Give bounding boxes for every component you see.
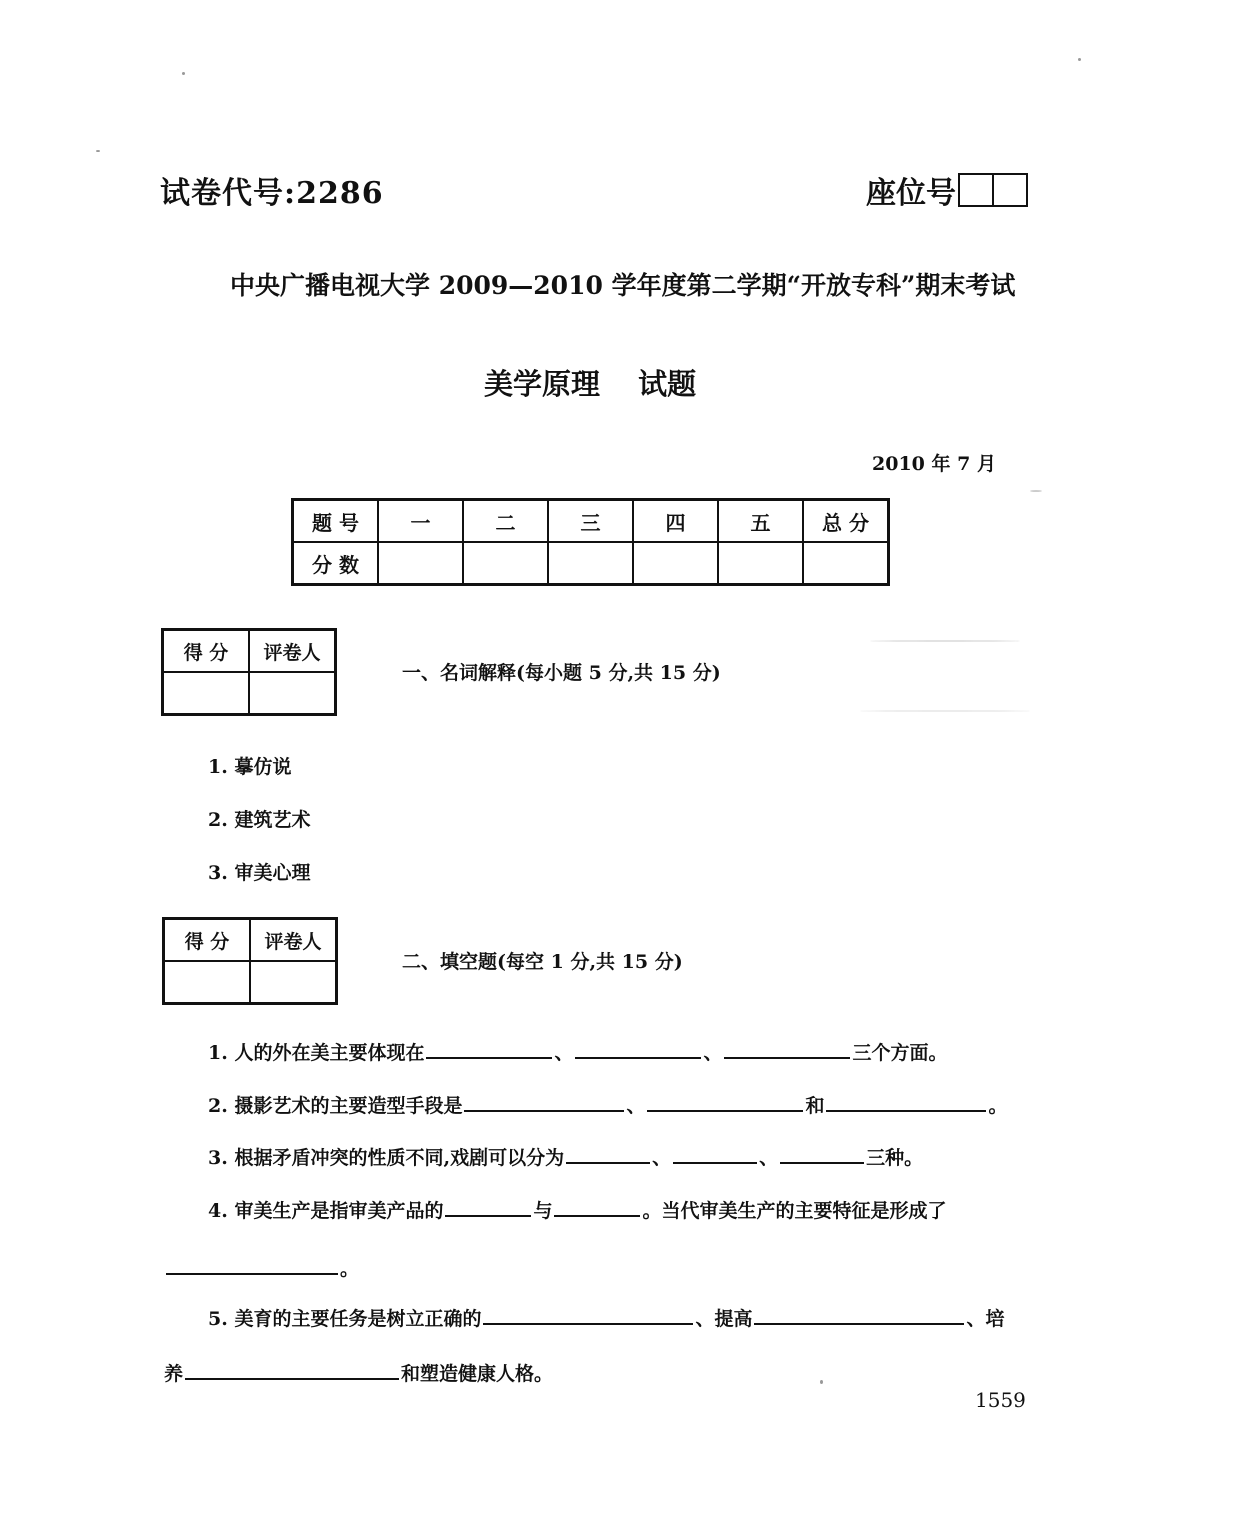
score-cell — [803, 542, 889, 585]
answer-blank — [445, 1214, 531, 1217]
seat-label: 座位号 — [866, 176, 956, 211]
question-text: 2. 摄影艺术的主要造型手段是 — [208, 1095, 463, 1117]
score-label: 得 分 — [164, 919, 251, 962]
score-cell — [163, 672, 250, 715]
exam-date: 2010 年 7 月 — [872, 453, 996, 475]
question-text: 。 — [988, 1095, 1008, 1117]
question-text: 。当代审美生产的主要特征是形成了 — [642, 1200, 947, 1222]
table-row-label: 分 数 — [293, 542, 379, 585]
list-item: 3. 审美心理 — [208, 862, 311, 884]
question-text: 1. 人的外在美主要体现在 — [208, 1042, 425, 1064]
seat-number-field — [866, 168, 1028, 212]
question-text: 5. 美育的主要任务是树立正确的 — [208, 1308, 482, 1330]
question-text: 和 — [805, 1095, 825, 1117]
table-row — [163, 672, 336, 715]
table-header-cell: 总 分 — [803, 500, 889, 543]
scan-speck — [96, 150, 100, 152]
table-row — [164, 919, 337, 962]
answer-blank — [554, 1214, 640, 1217]
answer-blank — [464, 1109, 624, 1112]
subject-title: 美学原理 试题 — [484, 367, 697, 401]
question-text: 养 — [164, 1363, 184, 1385]
answer-blank — [647, 1109, 803, 1112]
fill-question-3 — [208, 1143, 923, 1170]
answer-blank — [826, 1109, 986, 1112]
score-cell — [164, 961, 251, 1004]
question-text: 。 — [340, 1258, 360, 1280]
table-header-cell: 一 — [378, 500, 463, 543]
question-text: 3. 根据矛盾冲突的性质不同,戏剧可以分为 — [208, 1147, 565, 1169]
question-text: 、 — [759, 1147, 779, 1169]
scan-speck — [1030, 490, 1042, 492]
fill-question-4 — [208, 1196, 946, 1223]
grader-cell — [249, 672, 336, 715]
seat-boxes — [958, 173, 1028, 207]
table-header-cell: 四 — [633, 500, 718, 543]
answer-blank — [780, 1161, 864, 1164]
question-text: 、 — [554, 1042, 574, 1064]
page-number: 1559 — [975, 1388, 1026, 1412]
table-row — [293, 500, 889, 543]
seat-box — [960, 175, 992, 205]
question-text: 和塑造健康人格。 — [401, 1363, 554, 1385]
fill-question-2 — [208, 1091, 1008, 1118]
list-item: 2. 建筑艺术 — [208, 809, 311, 831]
question-text: 、 — [652, 1147, 672, 1169]
grader-cell — [250, 961, 337, 1004]
question-text: 与 — [533, 1200, 553, 1222]
fill-question-1 — [208, 1038, 948, 1065]
table-header-cell: 二 — [463, 500, 548, 543]
list-item: 1. 摹仿说 — [208, 756, 292, 778]
table-header-cell: 五 — [718, 500, 803, 543]
table-header-cell: 题 号 — [293, 500, 379, 543]
answer-blank — [673, 1161, 757, 1164]
grader-label: 评卷人 — [249, 630, 336, 673]
score-cell — [633, 542, 718, 585]
question-text: 、 — [626, 1095, 646, 1117]
grader-label: 评卷人 — [250, 919, 337, 962]
answer-blank — [724, 1056, 850, 1059]
fill-question-5-continued — [164, 1359, 553, 1386]
scan-speck — [870, 640, 1020, 642]
question-text: 三个方面。 — [852, 1042, 948, 1064]
table-row — [163, 630, 336, 673]
score-label: 得 分 — [163, 630, 250, 673]
scan-speck — [1078, 58, 1081, 61]
grader-box-section-1 — [161, 628, 337, 716]
answer-blank — [575, 1056, 701, 1059]
paper-code: 试卷代号:2286 — [160, 176, 384, 211]
section-1-heading: 一、名词解释(每小题 5 分,共 15 分) — [402, 662, 721, 684]
table-row — [164, 961, 337, 1004]
scan-speck — [820, 1380, 823, 1384]
answer-blank — [185, 1377, 399, 1380]
question-text: 4. 审美生产是指审美产品的 — [208, 1200, 444, 1222]
fill-question-5 — [208, 1304, 1004, 1331]
fill-question-4-continued — [164, 1254, 359, 1281]
scan-speck — [182, 72, 185, 75]
table-header-cell: 三 — [548, 500, 633, 543]
answer-blank — [483, 1322, 693, 1325]
grader-box-section-2 — [162, 917, 338, 1005]
exam-title: 中央广播电视大学 2009—2010 学年度第二学期“开放专科”期末考试 — [230, 271, 1016, 300]
score-cell — [378, 542, 463, 585]
score-cell — [548, 542, 633, 585]
scan-speck — [860, 710, 1030, 712]
score-cell — [718, 542, 803, 585]
answer-blank — [166, 1272, 338, 1275]
question-text: 、 — [703, 1042, 723, 1064]
score-summary-table — [291, 498, 890, 586]
table-row — [293, 542, 889, 585]
answer-blank — [566, 1161, 650, 1164]
question-text: 三种。 — [866, 1147, 924, 1169]
question-text: 、培 — [966, 1308, 1005, 1330]
score-cell — [463, 542, 548, 585]
seat-box — [992, 175, 1026, 205]
answer-blank — [754, 1322, 964, 1325]
section-2-heading: 二、填空题(每空 1 分,共 15 分) — [402, 951, 683, 973]
question-text: 、提高 — [695, 1308, 753, 1330]
answer-blank — [426, 1056, 552, 1059]
